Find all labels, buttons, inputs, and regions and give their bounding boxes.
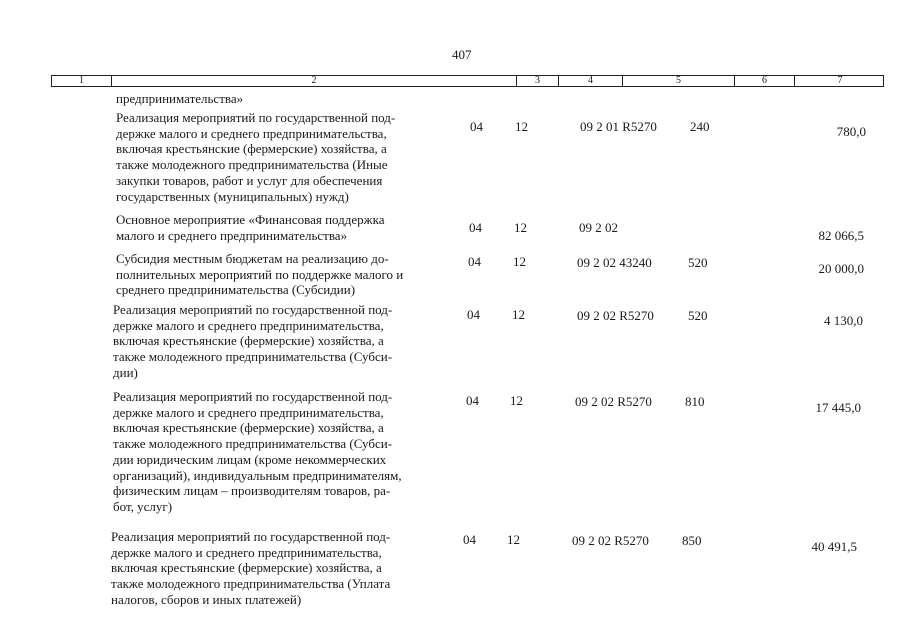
row-amount: 82 066,5 bbox=[818, 228, 864, 243]
row-amount: 4 130,0 bbox=[824, 313, 863, 328]
row-subsection: 12 bbox=[510, 393, 523, 408]
row-type: 520 bbox=[688, 308, 708, 323]
row-code: 09 2 02 bbox=[579, 220, 618, 235]
row-subsection: 12 bbox=[515, 119, 528, 134]
row-description: Реализация мероприятий по государственной под- держке малого и среднего предпринимательства, включая крестьянские (фермерские) хозяйства, а также молодежного предпринимательства (Субси- дии юридическим лицам (кроме некоммерческих организаций), индивидуальным предпринимателям, физическим лицам – производителям товаров, ра- бот, услуг) bbox=[113, 389, 402, 514]
row-section: 04 bbox=[467, 307, 480, 322]
row-section: 04 bbox=[468, 254, 481, 269]
header-col-6: 6 bbox=[735, 76, 795, 86]
row-section: 04 bbox=[469, 220, 482, 235]
row-section: 04 bbox=[463, 532, 476, 547]
row-subsection: 12 bbox=[513, 254, 526, 269]
row-amount: 780,0 bbox=[836, 124, 866, 139]
row-description: Реализация мероприятий по государственной под- держке малого и среднего предпринимательства, включая крестьянские (фермерские) хозяйства, а также молодежного предпринимательства (Иные закупки товаров, работ и услуг для обеспечения государственных (муниципальных) нужд) bbox=[116, 110, 396, 204]
row-type: 850 bbox=[682, 533, 702, 548]
row-code: 09 2 02 R5270 bbox=[577, 308, 654, 323]
row-section: 04 bbox=[466, 393, 479, 408]
row-code: 09 2 02 43240 bbox=[577, 255, 652, 270]
header-col-5: 5 bbox=[623, 76, 735, 86]
row-amount: 17 445,0 bbox=[815, 400, 861, 415]
page-number: 407 bbox=[452, 47, 472, 62]
header-col-7: 7 bbox=[837, 75, 843, 86]
header-col-2: 2 bbox=[112, 76, 517, 86]
row-type: 810 bbox=[685, 394, 705, 409]
row-subsection: 12 bbox=[512, 307, 525, 322]
row-description: Реализация мероприятий по государственной под- держке малого и среднего предпринимательства, включая крестьянские (фермерские) хозяйства, а также молодежного предпринимательства (Субси- дии) bbox=[113, 302, 393, 380]
row-code: 09 2 02 R5270 bbox=[575, 394, 652, 409]
row-subsection: 12 bbox=[507, 532, 520, 547]
row-amount: 20 000,0 bbox=[818, 261, 864, 276]
header-col-3: 3 bbox=[517, 76, 559, 86]
header-col-4: 4 bbox=[559, 76, 623, 86]
row-subsection: 12 bbox=[514, 220, 527, 235]
row-amount: 40 491,5 bbox=[811, 539, 857, 554]
row-description: предпринимательства» bbox=[116, 91, 244, 106]
row-type: 240 bbox=[690, 119, 710, 134]
row-code: 09 2 02 R5270 bbox=[572, 533, 649, 548]
row-description: Реализация мероприятий по государственной под- держке малого и среднего предпринимательства, включая крестьянские (фермерские) хозяйства, а также молодежного предпринимательства (Уплата налогов, сборов и иных платежей) bbox=[111, 529, 391, 607]
row-description: Субсидия местным бюджетам на реализацию до- полнительных мероприятий по поддержке малого и среднего предпринимательства (Субсидии) bbox=[116, 251, 404, 298]
row-section: 04 bbox=[470, 119, 483, 134]
row-type: 520 bbox=[688, 255, 708, 270]
header-col-1: 1 bbox=[52, 76, 112, 86]
row-code: 09 2 01 R5270 bbox=[580, 119, 657, 134]
table-header bbox=[51, 75, 884, 87]
row-description: Основное мероприятие «Финансовая поддержка малого и среднего предпринимательства» bbox=[116, 212, 385, 243]
